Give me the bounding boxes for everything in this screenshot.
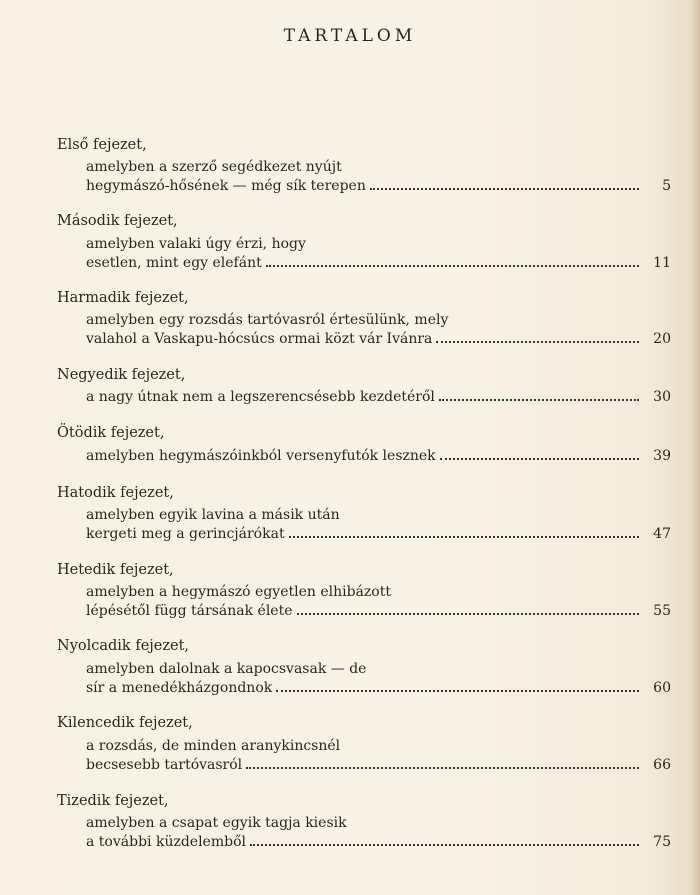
dot-leader <box>266 265 639 267</box>
dot-leader <box>436 341 639 343</box>
chapter-last-line <box>86 177 671 195</box>
chapter-heading: Negyedik fejezet, <box>57 367 186 383</box>
chapter-last-line <box>86 679 671 697</box>
chapter-description-line: esetlen, mint egy elefánt <box>86 255 262 271</box>
chapter-description-line: amelyben egy rozsdás tartóvasról értesülünk, mely <box>86 312 449 328</box>
chapter-description-line: amelyben egyik lavina a másik után <box>86 507 340 523</box>
page-number: 66 <box>653 757 671 773</box>
chapter-heading: Második fejezet, <box>57 213 178 229</box>
chapter-heading: Első fejezet, <box>57 137 147 153</box>
chapter-description-line: amelyben a hegymászó egyetlen elhibázott <box>86 584 391 600</box>
chapter-description-line: amelyben hegymászóinkból versenyfutók lesznek <box>86 448 436 464</box>
chapter-description-line: hegymászó-hősének — még sík terepen <box>86 178 366 194</box>
chapter-last-line <box>86 254 671 272</box>
chapter-last-line <box>86 525 671 543</box>
chapter-description-line: a rozsdás, de minden aranykincsnél <box>86 738 341 754</box>
chapter-last-line <box>86 756 671 774</box>
chapter-last-line <box>86 833 671 851</box>
page-number: 60 <box>653 680 671 696</box>
dot-leader <box>297 613 640 615</box>
page-number: 11 <box>653 255 671 271</box>
chapter-last-line <box>86 447 671 465</box>
page-number: 5 <box>662 178 671 194</box>
dot-leader <box>370 188 639 190</box>
chapter-description-line: lépésétől függ társának élete <box>86 603 293 619</box>
page-number: 20 <box>653 331 671 347</box>
chapter-heading: Kilencedik fejezet, <box>57 715 193 731</box>
chapter-last-line <box>86 330 671 348</box>
dot-leader <box>440 458 639 460</box>
page-number: 39 <box>653 448 671 464</box>
chapter-description-line: amelyben dalolnak a kapocsvasak — de <box>86 661 367 677</box>
dot-leader <box>250 844 639 846</box>
chapter-description-line: a nagy útnak nem a legszerencsésebb kezdetéről <box>86 389 435 405</box>
page-title: TARTALOM <box>283 26 417 46</box>
page-number: 55 <box>653 603 671 619</box>
dot-leader <box>276 690 639 692</box>
chapter-last-line <box>86 388 671 406</box>
chapter-heading: Harmadik fejezet, <box>57 290 189 306</box>
chapter-heading: Tizedik fejezet, <box>57 793 169 809</box>
page-number: 75 <box>653 834 671 850</box>
chapter-heading: Nyolcadik fejezet, <box>57 638 190 654</box>
chapter-description-line: becsesebb tartóvasról <box>86 757 243 773</box>
page-number: 30 <box>653 389 671 405</box>
chapter-description-line: kergeti meg a gerincjárókat <box>86 526 285 542</box>
dot-leader <box>289 536 639 538</box>
page-spine-shadow <box>690 0 700 895</box>
dot-leader <box>246 767 639 769</box>
chapter-heading: Ötödik fejezet, <box>57 425 165 441</box>
chapter-description-line: amelyben valaki úgy érzi, hogy <box>86 236 306 252</box>
chapter-description-line: sír a menedékházgondnok <box>86 680 273 696</box>
chapter-heading: Hatodik fejezet, <box>57 485 174 501</box>
chapter-description-line: valahol a Vaskapu-hócsúcs ormai közt vár Ivánra <box>86 331 433 347</box>
chapter-heading: Hetedik fejezet, <box>57 562 174 578</box>
dot-leader <box>439 399 639 401</box>
chapter-description-line: a további küzdelemből <box>86 834 246 850</box>
chapter-description-line: amelyben a szerző segédkezet nyújt <box>86 159 342 175</box>
chapter-description-line: amelyben a csapat egyik tagja kiesik <box>86 815 347 831</box>
chapter-last-line <box>86 602 671 620</box>
page-number: 47 <box>653 526 671 542</box>
